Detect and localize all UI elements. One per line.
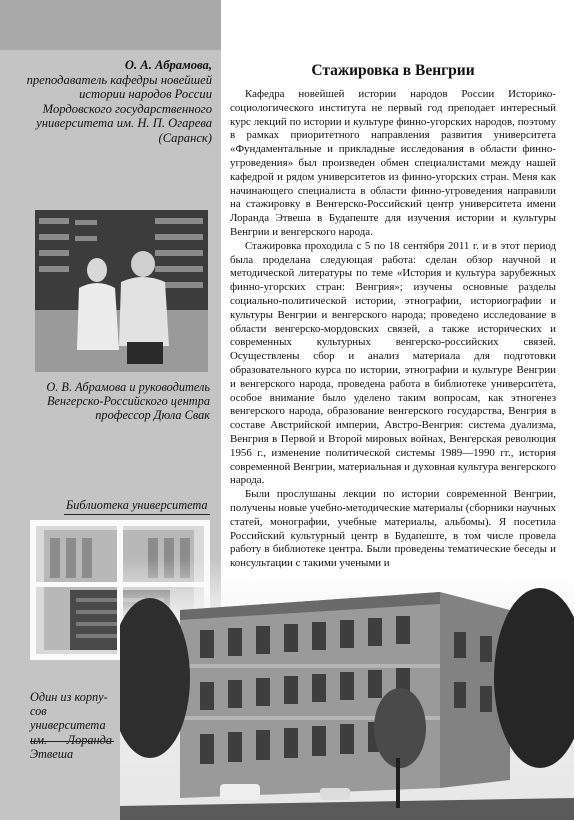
caption-line: сов университета [30,704,106,733]
photo1-caption [16,380,210,423]
caption-line: Венгерско-Российского центра [47,394,210,409]
author-line: Мордовского государственного [42,101,212,116]
article [230,62,556,571]
caption-rule [30,741,114,742]
article-paragraph: Стажировка проходила с 5 по 18 сентября 2011 г. и в этот период была проделана следующая работа: сделан обзор научной и методической литературы по теме «История и культура зарубежных финно-угорских стран: Венгрия»; изучены основные разделы социально-политической истории, этнографии, историографии и культуры Венгрии и венгерского народа; проведено исследование в области венгерско-мордовских связей, а также исторических и современных культурных венгерско-российских связей. Осуществлены сбор и анализ материала для подготовки образовательного курса по истории, этнографии и культуре Венгрии и венгерского народа, проведена работа в библиотеке университета, особое внимание было уделено таким вопросам, как этногенез венгерского народа, образование венгерского государства, Венгрия в составе Австрийской империи, Австро-Венгрия: система дуализма, Венгрия в Первой и Второй мировых войнах, Венгерская революция 1956 г., изменение политической системы 1989—1990 гг., история современной Венгрии, материальная и духовная культура венгерского народа. [230,239,556,487]
author-line: преподаватель кафедры новейшей [26,72,212,87]
caption-rule [64,514,210,515]
author-block [14,58,212,146]
article-paragraph: Были прослушаны лекции по истории современной Венгрии, получены новые учебно-методические материалы (сборники научных статей, монографии, учебные материалы, альбомы). Я посетила Российский культурный центр в Будапеште, в том числе провела работу в библиотеке центра. Были проведены тематические беседы и консультации с такими учеными и [230,488,556,570]
photo-portrait [35,210,208,372]
sidebar-header-band [0,0,221,50]
author-line: университета им. Н. П. Огарева [36,116,212,131]
caption-line: Один из корпу- [30,690,108,704]
author-line: истории народов России [79,87,212,102]
author-line: (Саранск) [158,130,212,145]
article-body [230,88,556,571]
photo-university-building [120,558,574,820]
caption-line: профессор Дюла Свак [95,408,210,423]
article-title: Стажировка в Венгрии [311,62,475,79]
caption-line: О. В. Абрамова и руководитель [46,380,210,394]
building-caption [30,690,112,761]
article-paragraph: Кафедра новейшей истории народов России Историко-социологического института не первый год преподает интересный курс лекций по истории и культуре финно-угорских народов, поэтому в рамках приоритетного направления развития университета «Фундаментальные и прикладные исследования в области финно-угроведения» был произведен обмен специалистами между нашей кафедрой и рядом университетов из финно-угорских стран. Меня как начинающего специалиста в области финно-угроведения направили на стажировку в Венгерско-Российский центр университета имени Лоранда Этвеша в Будапеште для изучения истории и культуры Венгрии и венгерского народа. [230,88,556,238]
caption-line: им. Лоранда Этвеша [30,732,112,761]
photo2-caption: Библиотека университета [66,498,208,512]
author-name: О. А. Абрамова, [124,58,212,72]
